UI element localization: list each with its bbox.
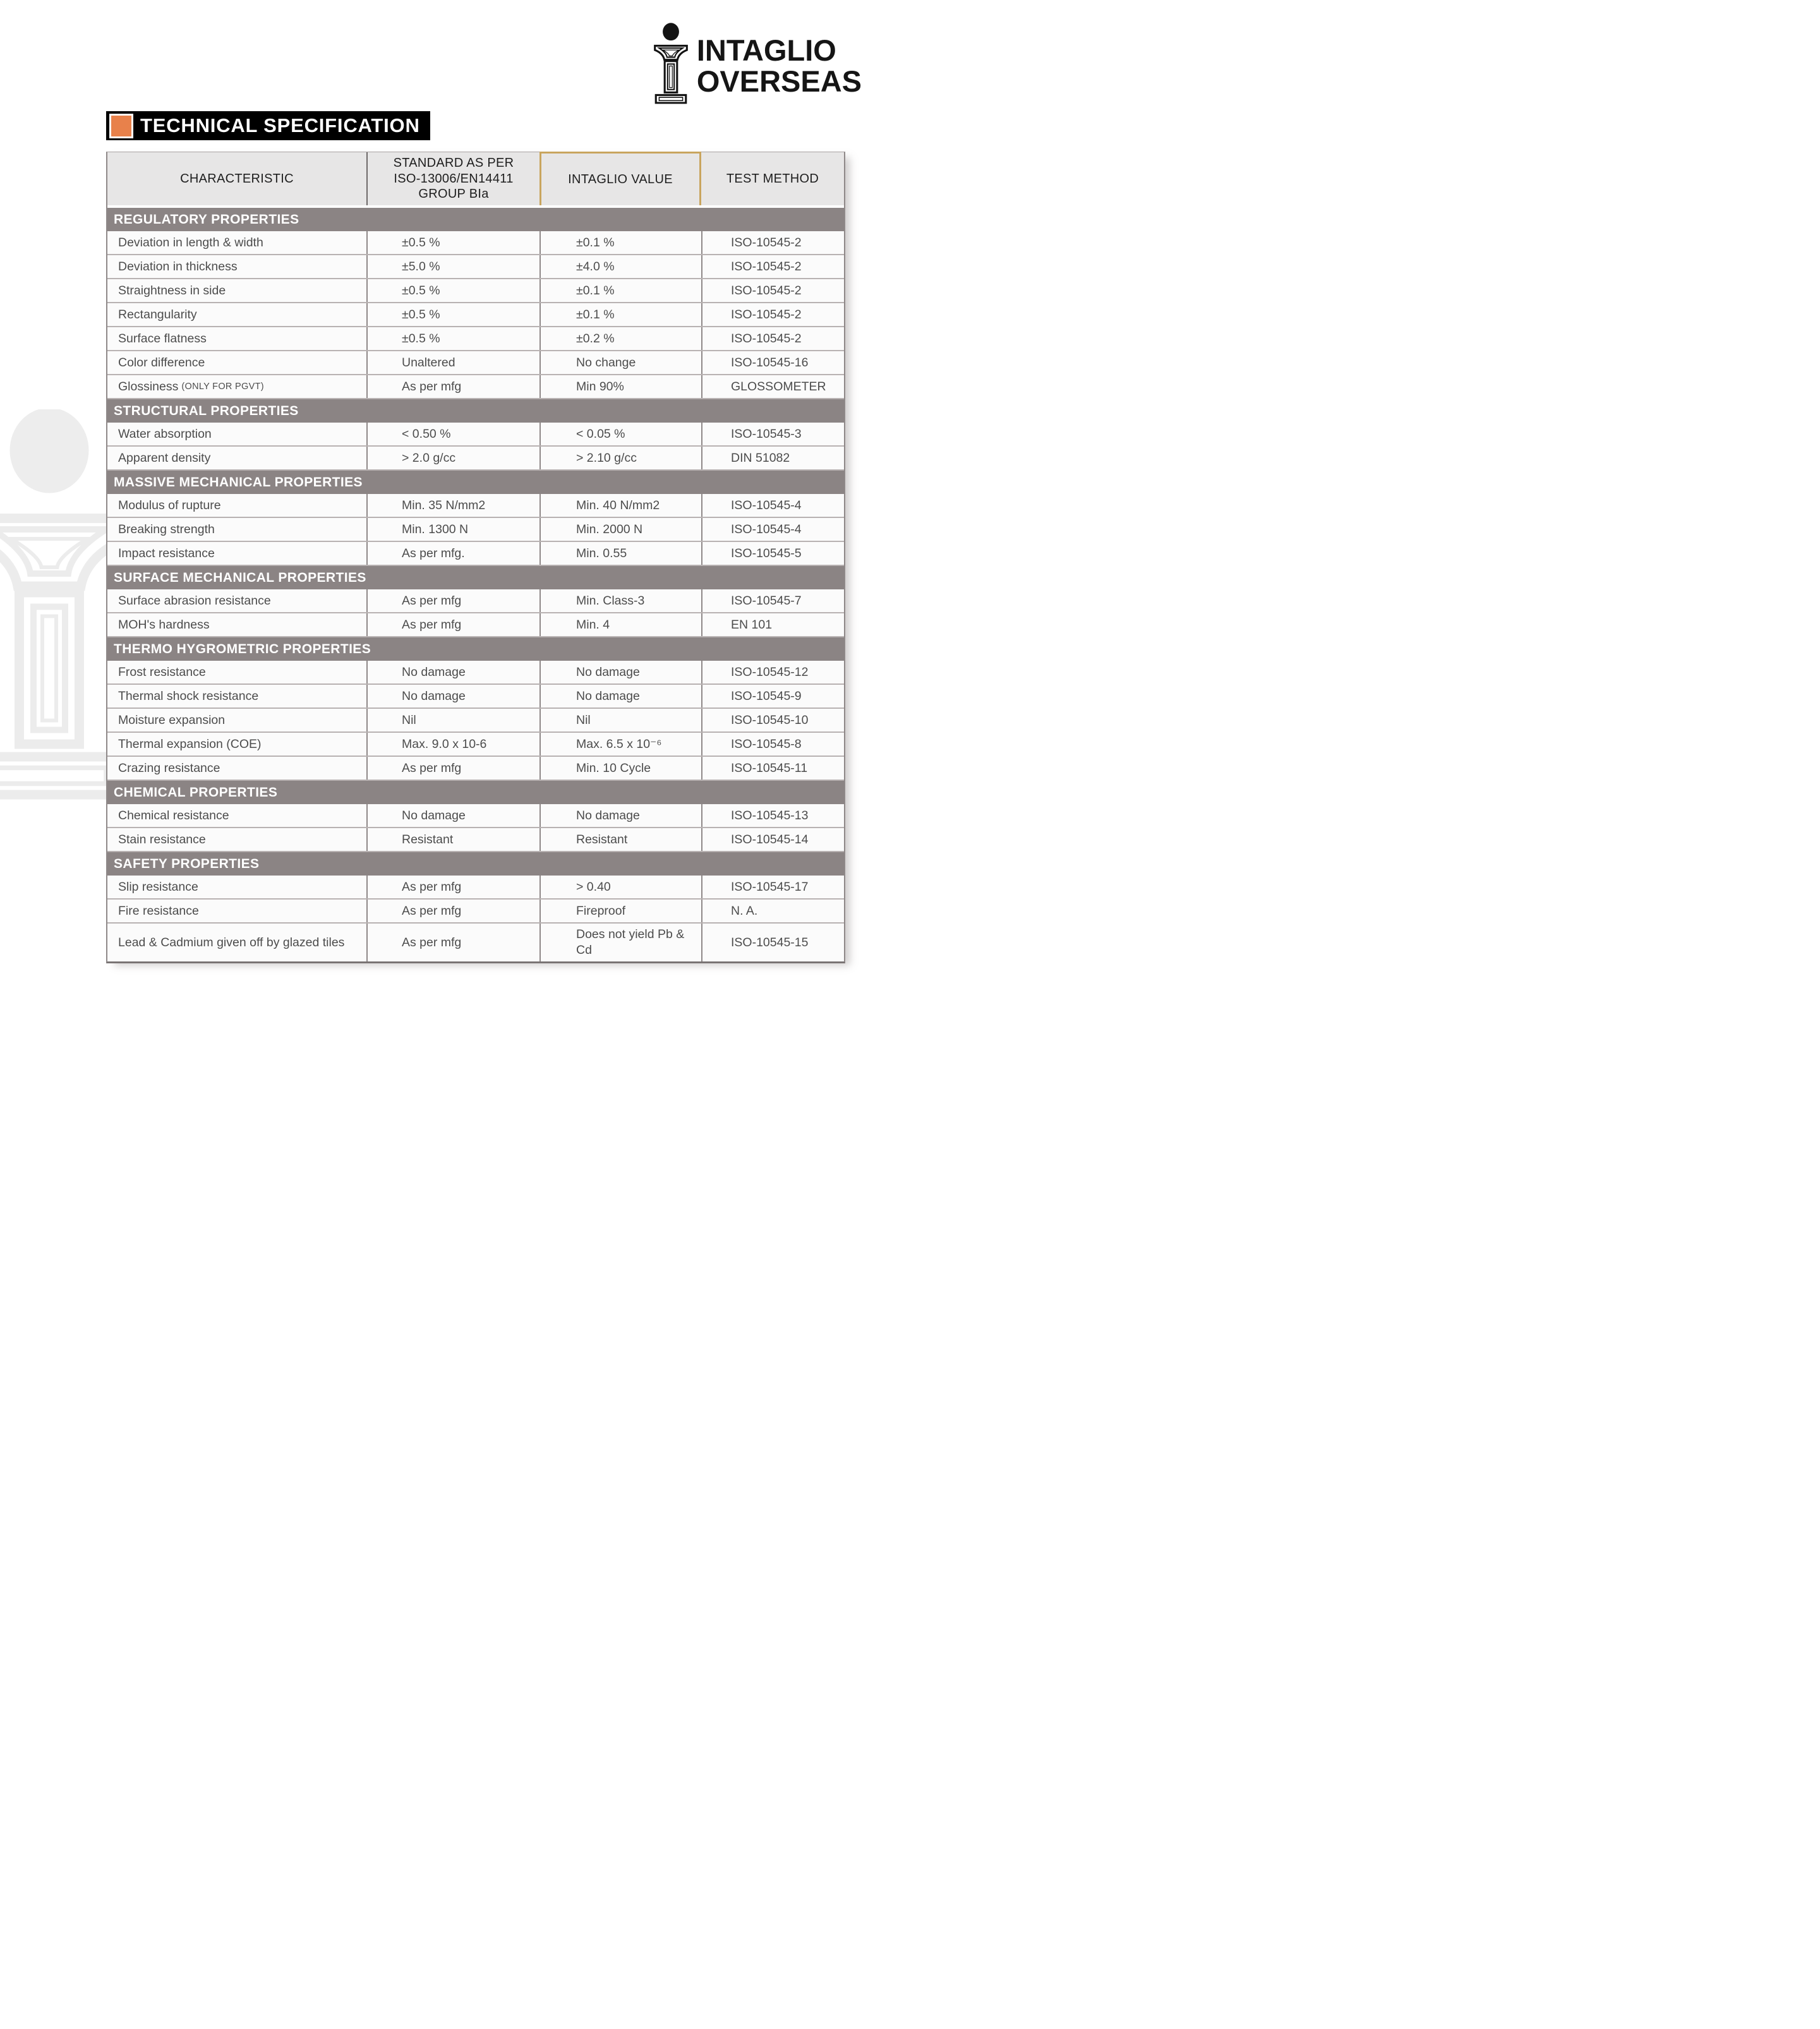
characteristic-text: Water absorption <box>118 426 212 441</box>
table-header-row <box>107 152 844 205</box>
standard-cell: No damage <box>366 685 539 707</box>
section-header <box>107 205 844 231</box>
table-row <box>107 613 844 637</box>
specification-table <box>106 152 845 963</box>
section-header <box>107 852 844 876</box>
column-header-test-method <box>701 152 844 205</box>
page-title-bar <box>106 111 430 140</box>
table-row <box>107 447 844 471</box>
standard-cell: ±5.0 % <box>366 255 539 278</box>
test-method-cell: ISO-10545-2 <box>701 255 844 278</box>
intaglio-value-cell: Min. 10 Cycle <box>539 757 701 780</box>
table-row <box>107 828 844 852</box>
characteristic-cell <box>107 685 366 707</box>
table-row <box>107 494 844 518</box>
table-row <box>107 303 844 327</box>
characteristic-cell <box>107 494 366 517</box>
section-header <box>107 781 844 804</box>
test-method-cell: ISO-10545-12 <box>701 661 844 683</box>
section-title: MASSIVE MECHANICAL PROPERTIES <box>114 474 363 490</box>
standard-cell: As per mfg <box>366 375 539 398</box>
test-method-cell: ISO-10545-4 <box>701 518 844 541</box>
section-title: CHEMICAL PROPERTIES <box>114 785 278 800</box>
section-header <box>107 471 844 494</box>
standard-cell: ±0.5 % <box>366 231 539 254</box>
table-row <box>107 375 844 399</box>
characteristic-text: Deviation in thickness <box>118 259 238 274</box>
characteristic-text: Color difference <box>118 355 205 370</box>
standard-cell: ±0.5 % <box>366 327 539 350</box>
standard-cell: No damage <box>366 661 539 683</box>
intaglio-value-cell: Fireproof <box>539 900 701 922</box>
test-method-cell: ISO-10545-15 <box>701 924 844 961</box>
brand-name-line2: OVERSEAS <box>696 64 862 98</box>
characteristic-text: Fire resistance <box>118 903 199 918</box>
standard-cell: As per mfg. <box>366 542 539 565</box>
intaglio-value-cell: > 2.10 g/cc <box>539 447 701 469</box>
table-row <box>107 231 844 255</box>
section-header <box>107 399 844 423</box>
test-method-cell: ISO-10545-2 <box>701 303 844 326</box>
test-method-cell: ISO-10545-5 <box>701 542 844 565</box>
intaglio-value-cell: ±0.2 % <box>539 327 701 350</box>
characteristic-cell <box>107 589 366 612</box>
test-method-cell: GLOSSOMETER <box>701 375 844 398</box>
intaglio-value-cell: No damage <box>539 685 701 707</box>
characteristic-cell <box>107 255 366 278</box>
intaglio-value-cell: Min. 2000 N <box>539 518 701 541</box>
characteristic-text: Glossiness <box>118 379 179 394</box>
test-method-cell: ISO-10545-11 <box>701 757 844 780</box>
characteristic-cell <box>107 518 366 541</box>
table-row <box>107 709 844 733</box>
standard-cell: Nil <box>366 709 539 732</box>
intaglio-value-cell: No change <box>539 351 701 374</box>
characteristic-text: Straightness in side <box>118 283 226 298</box>
intaglio-value-cell: < 0.05 % <box>539 423 701 445</box>
section-title: SAFETY PROPERTIES <box>114 856 260 871</box>
column-header-label: CHARACTERISTIC <box>180 171 294 186</box>
characteristic-cell <box>107 327 366 350</box>
brand-logo <box>651 23 862 110</box>
characteristic-text: Impact resistance <box>118 546 215 560</box>
column-header-standard <box>366 152 539 205</box>
test-method-cell: ISO-10545-2 <box>701 231 844 254</box>
characteristic-text: Crazing resistance <box>118 761 220 775</box>
section-title: SURFACE MECHANICAL PROPERTIES <box>114 570 366 585</box>
intaglio-value-cell: No damage <box>539 661 701 683</box>
intaglio-value-cell: Nil <box>539 709 701 732</box>
test-method-cell: ISO-10545-9 <box>701 685 844 707</box>
test-method-cell: ISO-10545-3 <box>701 423 844 445</box>
characteristic-cell <box>107 542 366 565</box>
standard-cell: As per mfg <box>366 757 539 780</box>
characteristic-text: Deviation in length & width <box>118 235 263 250</box>
column-header-label: STANDARD AS PER ISO-13006/EN14411 GROUP BIa <box>393 156 514 202</box>
standard-cell: > 2.0 g/cc <box>366 447 539 469</box>
table-row <box>107 255 844 279</box>
intaglio-value-cell: ±0.1 % <box>539 303 701 326</box>
characteristic-text: Frost resistance <box>118 665 206 679</box>
characteristic-cell <box>107 876 366 898</box>
intaglio-value-cell: Min 90% <box>539 375 701 398</box>
table-row <box>107 685 844 709</box>
table-row <box>107 589 844 613</box>
characteristic-cell <box>107 757 366 780</box>
table-body <box>107 205 844 961</box>
standard-cell: Max. 9.0 x 10-6 <box>366 733 539 756</box>
characteristic-text: Chemical resistance <box>118 808 229 822</box>
column-header-characteristic <box>107 152 366 205</box>
brand-name-line1: INTAGLIO <box>696 33 836 68</box>
standard-cell: Unaltered <box>366 351 539 374</box>
table-row <box>107 423 844 447</box>
page-title: TECHNICAL SPECIFICATION <box>140 114 420 136</box>
standard-cell: Min. 35 N/mm2 <box>366 494 539 517</box>
standard-cell: Min. 1300 N <box>366 518 539 541</box>
characteristic-text: Rectangularity <box>118 307 197 322</box>
test-method-cell: ISO-10545-10 <box>701 709 844 732</box>
section-header <box>107 637 844 661</box>
column-header-label: INTAGLIO VALUE <box>568 172 673 186</box>
pillar-column-logo-icon <box>651 23 690 110</box>
intaglio-value-cell: Min. 0.55 <box>539 542 701 565</box>
section-title: THERMO HYGROMETRIC PROPERTIES <box>114 641 371 656</box>
table-row <box>107 518 844 542</box>
table-row <box>107 924 844 961</box>
standard-cell: Resistant <box>366 828 539 851</box>
standard-cell: ±0.5 % <box>366 303 539 326</box>
brand-name <box>697 35 862 97</box>
table-row <box>107 900 844 924</box>
characteristic-text: Slip resistance <box>118 879 198 894</box>
table-row <box>107 327 844 351</box>
characteristic-cell <box>107 231 366 254</box>
column-header-intaglio-value <box>539 152 701 205</box>
intaglio-value-cell: Does not yield Pb & Cd <box>539 924 701 961</box>
characteristic-text: Stain resistance <box>118 832 206 846</box>
characteristic-cell <box>107 661 366 683</box>
table-row <box>107 876 844 900</box>
intaglio-value-cell: Min. 40 N/mm2 <box>539 494 701 517</box>
standard-cell: No damage <box>366 804 539 827</box>
characteristic-text: Breaking strength <box>118 522 215 536</box>
characteristic-cell <box>107 828 366 851</box>
section-header <box>107 566 844 589</box>
characteristic-text: Apparent density <box>118 450 211 465</box>
test-method-cell: ISO-10545-8 <box>701 733 844 756</box>
characteristic-cell <box>107 804 366 827</box>
characteristic-text: Lead & Cadmium given off by glazed tiles <box>118 935 345 949</box>
characteristic-cell <box>107 924 366 961</box>
characteristic-text: Surface abrasion resistance <box>118 593 271 608</box>
intaglio-value-cell: Min. 4 <box>539 613 701 636</box>
characteristic-cell <box>107 900 366 922</box>
characteristic-text: Modulus of rupture <box>118 498 221 512</box>
test-method-cell: ISO-10545-2 <box>701 327 844 350</box>
test-method-cell: ISO-10545-7 <box>701 589 844 612</box>
title-accent-square <box>109 114 133 138</box>
test-method-cell: ISO-10545-17 <box>701 876 844 898</box>
table-row <box>107 351 844 375</box>
standard-cell: As per mfg <box>366 924 539 961</box>
characteristic-cell <box>107 447 366 469</box>
standard-cell: As per mfg <box>366 900 539 922</box>
characteristic-text: MOH's hardness <box>118 617 210 632</box>
characteristic-cell <box>107 423 366 445</box>
characteristic-text: Thermal expansion (COE) <box>118 737 262 751</box>
test-method-cell: ISO-10545-16 <box>701 351 844 374</box>
test-method-cell: N. A. <box>701 900 844 922</box>
characteristic-cell <box>107 375 366 398</box>
characteristic-cell <box>107 613 366 636</box>
intaglio-value-cell: ±0.1 % <box>539 279 701 302</box>
table-row <box>107 542 844 566</box>
characteristic-cell <box>107 733 366 756</box>
characteristic-cell <box>107 351 366 374</box>
table-row <box>107 733 844 757</box>
standard-cell: As per mfg <box>366 589 539 612</box>
test-method-cell: ISO-10545-4 <box>701 494 844 517</box>
test-method-cell: DIN 51082 <box>701 447 844 469</box>
intaglio-value-cell: ±4.0 % <box>539 255 701 278</box>
column-header-label: TEST METHOD <box>726 171 819 186</box>
standard-cell: < 0.50 % <box>366 423 539 445</box>
characteristic-text: Thermal shock resistance <box>118 689 259 703</box>
table-row <box>107 661 844 685</box>
characteristic-text: Surface flatness <box>118 331 207 346</box>
intaglio-value-cell: Min. Class-3 <box>539 589 701 612</box>
test-method-cell: ISO-10545-13 <box>701 804 844 827</box>
test-method-cell: EN 101 <box>701 613 844 636</box>
table-row <box>107 757 844 781</box>
intaglio-value-cell: ±0.1 % <box>539 231 701 254</box>
section-title: STRUCTURAL PROPERTIES <box>114 403 299 418</box>
test-method-cell: ISO-10545-14 <box>701 828 844 851</box>
standard-cell: As per mfg <box>366 876 539 898</box>
test-method-cell: ISO-10545-2 <box>701 279 844 302</box>
characteristic-cell <box>107 303 366 326</box>
characteristic-text: Moisture expansion <box>118 713 226 727</box>
intaglio-value-cell: Max. 6.5 x 10⁻⁶ <box>539 733 701 756</box>
characteristic-cell <box>107 709 366 732</box>
section-title: REGULATORY PROPERTIES <box>114 212 299 227</box>
intaglio-value-cell: Resistant <box>539 828 701 851</box>
intaglio-value-cell: No damage <box>539 804 701 827</box>
characteristic-note: (ONLY FOR PGVT) <box>181 381 264 392</box>
standard-cell: ±0.5 % <box>366 279 539 302</box>
characteristic-cell <box>107 279 366 302</box>
standard-cell: As per mfg <box>366 613 539 636</box>
intaglio-value-cell: > 0.40 <box>539 876 701 898</box>
table-row <box>107 279 844 303</box>
table-row <box>107 804 844 828</box>
